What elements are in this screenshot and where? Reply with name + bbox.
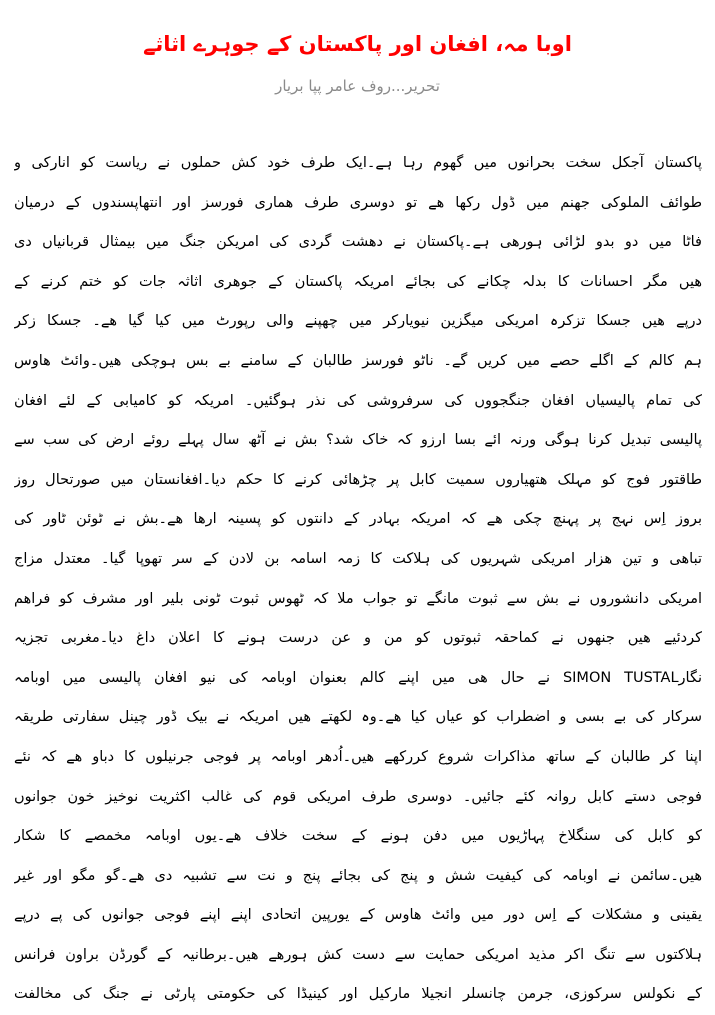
article-line: ھیں۔سائمن نے اوبامہ کی کیفیت شش و پنج کی بجائے پنج و نت سے تشبیہ دی ھے۔گو مگو اور غیر: [14, 867, 702, 884]
article-line: ہلاکتوں سے تنگ اکر مذید امریکی حمایت سے دست کش ہورھے ھیں۔برطانیہ کے گورڈن براون فرانس: [14, 946, 702, 963]
article-line: پالیسی تبدیل کرنا ہوگی ورنہ ائے بسا ارزو کہ خاک شد؟ بش نے آٹھ سال پہلے روئے ارض کی سب سے: [14, 432, 702, 449]
article-line: درپے ھیں جسکا تزکرہ امریکی میگزین نیویارکر میں چھپنے والی رپورٹ میں کیا گیا ھے۔ جسکا زکر: [14, 313, 702, 330]
article-line: طاقتور فوج کو مہلک ھتھیاروں سمیت کابل پر چڑھائی کرنے کا حکم دیا۔افغانستان میں صورتحال روز: [14, 471, 702, 488]
article-line: طوائف الملوکی جھنم میں ڈول رکھا ھے تو دوسری طرف ھماری فورسز اور انتھاپسندوں کے درمیان: [14, 194, 702, 211]
article-line: نگارSIMON TUSTAL نے حال ھی میں اپنے کالم بعنوان اوبامہ کی نیو افغان پالیسی میں اوبامہ: [14, 669, 702, 686]
article-line: اپنا کر طالبان کے ساتھ مذاکرات شروع کررکھے ھیں۔اُدھر اوبامہ پر فوجی جرنیلوں کا دباو ھے کہ نئے: [14, 748, 702, 765]
article-line: فوجی دستے کابل روانہ کئے جائیں۔ دوسری طرف امریکی قوم کی غالب اکثریت نوخیز خون جوانوں: [14, 788, 702, 805]
article-line: پاکستان آجکل سخت بحرانوں میں گھوم رہا ہے۔ایک طرف خود کش حملوں نے ریاست کو انارکی و: [14, 155, 702, 171]
article-line: تباھی و تین ھزار امریکی شہریوں کی ہلاکت کا زمہ اسامہ بن لادن کے سر تھوپا گیا۔ معتدل مزاج: [14, 550, 702, 567]
article-line: امریکی دانشوروں نے بش سے ثبوت مانگے تو جواب ملا کہ ٹھوس ثبوت ٹونی بلیر اور مشرف کو فراھم: [14, 590, 702, 607]
article-line: کے نکولس سرکوزی، جرمن چانسلر انجیلا مارکیل اور کینیڈا کی حکومتی پارٹی نے جنگ کی مخالفت: [14, 986, 702, 1003]
article-line: کردئیے ھیں جنھوں نے کماحقہ ثبوتوں کو من و عن درست ہونے کا اعلان داغ دیا۔مغربی تجزیہ: [14, 630, 702, 647]
article-byline: تحریر...روف عامر پپا بریار: [275, 77, 440, 95]
article-body: [14, 144, 702, 1015]
article-title: اوبا مہ، افغان اور پاکستان کے جوہرے اثاثے: [143, 32, 572, 56]
article-line: بروز اِس نہج پر پہنچ چکی ھے کہ امریکہ بہادر کے دانتوں کو پسینہ ارھا ھے۔بش نے ٹوئن ٹاور کی: [14, 511, 702, 528]
article-line: سرکار کی بے بسی و اضطراب کو عیاں کیا ھے۔وہ لکھتے ھیں امریکہ نے بیک ڈور چینل سفارتی طریقہ: [14, 709, 702, 726]
article-line: کو کابل کی سنگلاخ پہاڑیوں میں دفن ہونے کے سخت خلاف ھے۔یوں اوبامہ مخمصے کا شکار: [14, 828, 702, 845]
article-line: ہم کالم کے اگلے حصے میں کریں گے۔ ناٹو فورسز طالبان کے سامنے بے بس ہوچکی ھیں۔وائٹ ھاوس: [14, 352, 702, 369]
article-line: ھیں مگر احسانات کا بدلہ چکانے کی بجائے امریکہ پاکستان کے جوھری اثاثہ جات کو ختم کرنے کے: [14, 273, 702, 290]
article-line: یقینی و مشکلات کے اِس دور میں وائٹ ھاوس کے یورپین اتحادی اپنے اپنے فوجی جوانوں کی پے درپے: [14, 907, 702, 924]
article-line: فاٹا میں دو بدو لڑائی ہورھی ہے۔پاکستان نے دھشت گردی کی امریکن جنگ میں بیمثال قربانیاں دی: [14, 234, 702, 251]
article-line: کی تمام پالیسیاں افغان جنگجووں کی سرفروشی کی نذر ہوگئیں۔ امریکہ کو کامیابی کے لئے افغان: [14, 392, 702, 409]
